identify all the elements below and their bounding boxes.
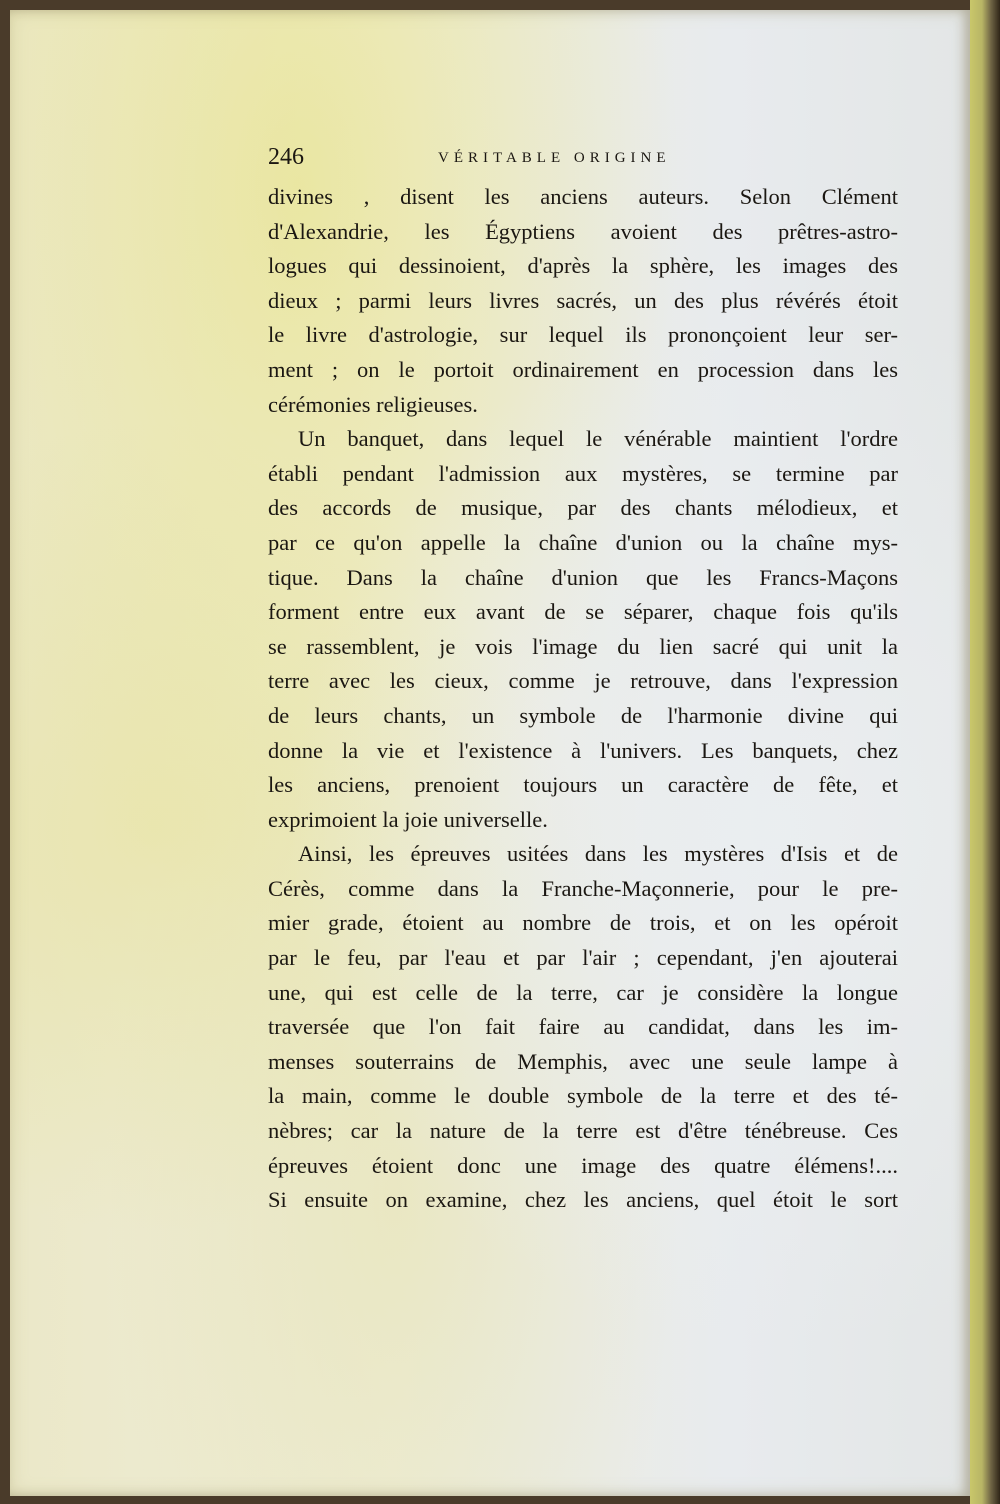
- text-line: de leurs chants, un symbole de l'harmonie divine qui: [268, 702, 898, 728]
- text-line: d'Alexandrie, les Égyptiens avoient des prêtres-astro-: [268, 218, 898, 244]
- text-line: établi pendant l'admission aux mystères, se termine par: [268, 460, 898, 486]
- body-text: [268, 180, 898, 1218]
- text-line: dieux ; parmi leurs livres sacrés, un des plus révérés étoit: [268, 287, 898, 313]
- text-line: cérémonies religieuses.: [268, 391, 478, 417]
- text-line: par le feu, par l'eau et par l'air ; cependant, j'en ajouterai: [268, 945, 898, 971]
- text-line: le livre d'astrologie, sur lequel ils prononçoient leur ser-: [268, 322, 898, 348]
- text-line: exprimoient la joie universelle.: [268, 806, 548, 832]
- text-line: terre avec les cieux, comme je retrouve, dans l'expression: [268, 668, 898, 694]
- text-line: par ce qu'on appelle la chaîne d'union ou la chaîne mys-: [268, 529, 898, 555]
- text-line: Cérès, comme dans la Franche-Maçonnerie, pour le pre-: [268, 875, 898, 901]
- text-line: mier grade, étoient au nombre de trois, et on les opéroit: [268, 910, 898, 936]
- text-line: traversée que l'on fait faire au candidat, dans les im-: [268, 1014, 898, 1040]
- text-line: nèbres; car la nature de la terre est d'être ténébreuse. Ces: [268, 1118, 898, 1144]
- text-line: tique. Dans la chaîne d'union que les Francs-Maçons: [268, 564, 898, 590]
- page-edge: [970, 0, 1000, 1504]
- text-line: Si ensuite on examine, chez les anciens, quel étoit le sort: [268, 1187, 898, 1213]
- text-line: Un banquet, dans lequel le vénérable maintient l'ordre: [298, 426, 898, 452]
- book-page: [10, 10, 970, 1496]
- text-line: se rassemblent, je vois l'image du lien sacré qui unit la: [268, 633, 898, 659]
- text-line: une, qui est celle de la terre, car je considère la longue: [268, 979, 898, 1005]
- page-number: 246: [268, 144, 304, 170]
- text-line: la main, comme le double symbole de la terre et des té-: [268, 1083, 898, 1109]
- text-line: les anciens, prenoient toujours un caractère de fête, et: [268, 772, 898, 798]
- running-head: [268, 140, 898, 180]
- text-line: ment ; on le portoit ordinairement en procession dans les: [268, 356, 898, 382]
- text-line: donne la vie et l'existence à l'univers. Les banquets, chez: [268, 737, 898, 763]
- text-line: divines , disent les anciens auteurs. Selon Clément: [268, 184, 898, 209]
- text-line: logues qui dessinoient, d'après la sphère, les images des: [268, 253, 898, 279]
- text-line: Ainsi, les épreuves usitées dans les mystères d'Isis et de: [298, 841, 898, 867]
- text-line: forment entre eux avant de se séparer, chaque fois qu'ils: [268, 599, 898, 625]
- text-line: épreuves étoient donc une image des quatre élémens!....: [268, 1152, 898, 1178]
- running-title: VÉRITABLE ORIGINE: [438, 150, 671, 166]
- text-line: menses souterrains de Memphis, avec une seule lampe à: [268, 1048, 898, 1074]
- page-content: [268, 140, 898, 1218]
- text-line: des accords de musique, par des chants mélodieux, et: [268, 495, 898, 521]
